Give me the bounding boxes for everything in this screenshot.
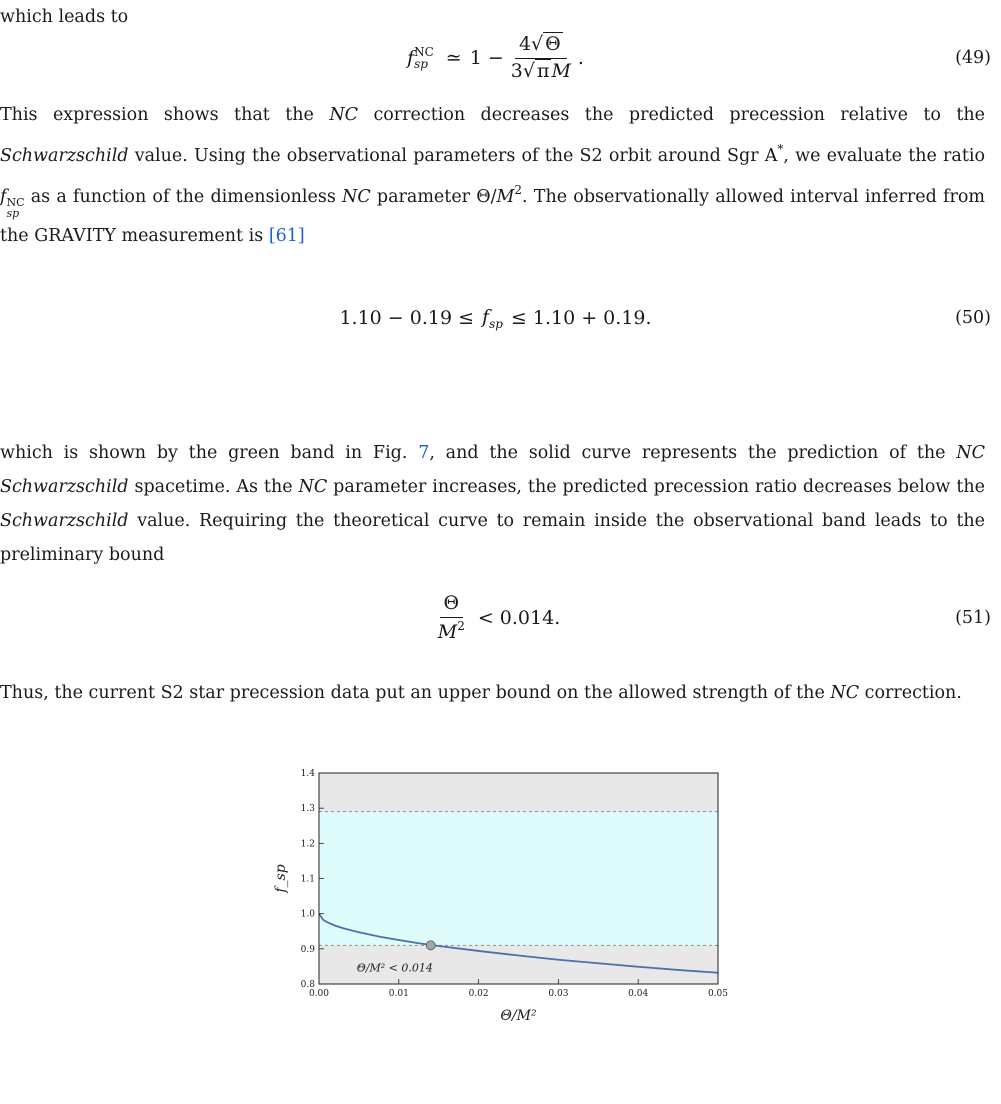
p1-text-e: as a function of the dimensionless bbox=[24, 187, 342, 207]
y-tick-label: 1.2 bbox=[300, 839, 315, 850]
p1-f-sub: sp bbox=[6, 207, 20, 220]
eq49-fraction: $\frac{4√ \Theta}{\text{3√ π M}}$ bbox=[510, 32, 571, 82]
y-tick-label: 0.9 bbox=[300, 944, 315, 955]
p1-star: * bbox=[777, 142, 784, 156]
x-tick-label: 0.05 bbox=[707, 989, 729, 999]
y-axis-label: f_sp bbox=[273, 864, 289, 893]
p2-text-b: , and the solid curve represents the prediction of the bbox=[429, 443, 957, 463]
lead-text: which leads to bbox=[0, 7, 129, 27]
p3-nc: NC bbox=[830, 683, 860, 703]
p2-nc: NC bbox=[298, 477, 328, 497]
eq49-den-coef: 3 bbox=[510, 59, 523, 82]
p1-nc-1: NC bbox=[329, 105, 359, 125]
p3-text-b: correction. bbox=[859, 683, 962, 703]
eq49-den-rad: π bbox=[536, 59, 550, 82]
p1-schwarzschild: Schwarzschild bbox=[0, 146, 129, 166]
p2-text-a: which is shown by the green band in Fig. bbox=[0, 443, 419, 463]
p1-text-c: value. Using the observational parameters of the S2 orbit around Sgr A bbox=[128, 146, 778, 166]
x-tick-label: 0.04 bbox=[628, 989, 649, 999]
bound-annotation: Θ/M² < 0.014 bbox=[356, 961, 433, 975]
p1-text-f: parameter Θ/ bbox=[370, 187, 497, 207]
eq50-sub: sp bbox=[489, 316, 503, 331]
eq49-num-coef: 4 bbox=[518, 32, 532, 55]
p1-m: M bbox=[496, 187, 515, 207]
allowed-band bbox=[319, 812, 718, 946]
x-tick-label: 0.01 bbox=[388, 989, 409, 999]
y-tick-label: 1.3 bbox=[300, 804, 315, 815]
p1-nc-2: NC bbox=[342, 187, 371, 207]
eq49-num-rad: Θ bbox=[545, 32, 561, 55]
eq50-number: (50) bbox=[955, 308, 991, 328]
eq51-den-sup: 2 bbox=[457, 618, 465, 633]
eq49-number: (49) bbox=[955, 48, 991, 68]
eq49-one: 1 − bbox=[469, 47, 504, 69]
eq49-den-m: M bbox=[551, 59, 571, 82]
bound-marker bbox=[426, 941, 435, 950]
eq49-end: . bbox=[577, 47, 584, 69]
eq50-right: ≤ 1.10 + 0.19. bbox=[510, 307, 652, 329]
figure-7 bbox=[0, 754, 1001, 1100]
y-tick-label: 1.1 bbox=[300, 874, 315, 885]
figure-7-link[interactable]: 7 bbox=[418, 443, 430, 463]
p1-text-g: . The observationally allowed interval inferred from the GRAVITY measurement is bbox=[0, 187, 985, 246]
precession-chart bbox=[0, 754, 1001, 1100]
eq51-den-m: M bbox=[437, 620, 458, 643]
p2-text-d: parameter increases, the predicted precession ratio decreases below the bbox=[327, 477, 985, 497]
eq50-left: 1.10 − 0.19 ≤ bbox=[339, 307, 475, 329]
paragraph-3 bbox=[0, 676, 985, 710]
x-tick-label: 0.03 bbox=[548, 989, 569, 999]
eq51-number: (51) bbox=[955, 608, 991, 628]
paragraph-2 bbox=[0, 436, 985, 572]
eq51-num: Θ bbox=[440, 593, 464, 618]
eq49-relation: ≃ bbox=[445, 47, 462, 69]
eq49-lhs-sub: sp bbox=[414, 57, 428, 71]
y-tick-label: 1.4 bbox=[300, 769, 315, 779]
p2-schwarzschild: Schwarzschild bbox=[0, 511, 129, 531]
p1-f-sup: NC bbox=[6, 196, 25, 209]
p2-text-c: spacetime. As the bbox=[128, 477, 299, 497]
eq50-f: f bbox=[482, 305, 490, 328]
p1-f-symbol: f bbox=[0, 187, 7, 207]
p2-text-e: value. Requiring the theoretical curve to remain inside the observational band leads to the preliminary bound bbox=[0, 511, 985, 565]
y-tick-label: 0.8 bbox=[300, 980, 315, 990]
x-axis-label: Θ/M² bbox=[500, 1008, 537, 1024]
paragraph-1 bbox=[0, 98, 985, 253]
x-tick-label: 0.02 bbox=[468, 989, 489, 999]
p1-sq: 2 bbox=[514, 183, 523, 197]
p3-text-a: Thus, the current S2 star precession data put an upper bound on the allowed strength of the bbox=[0, 683, 831, 703]
eq51-rhs: < 0.014. bbox=[477, 607, 561, 629]
p1-text-d: , we evaluate the ratio bbox=[783, 146, 985, 166]
eq51-fraction bbox=[434, 593, 469, 644]
equation-49 bbox=[0, 28, 991, 88]
equation-50 bbox=[0, 296, 991, 340]
p1-text-b: correction decreases the predicted precession relative to the bbox=[358, 105, 986, 125]
x-tick-label: 0.00 bbox=[308, 989, 330, 999]
p2-nc-schwarzschild: NC Schwarzschild bbox=[0, 443, 985, 497]
eq49-lhs-f: f bbox=[407, 47, 415, 69]
citation-61-link[interactable]: [61] bbox=[268, 226, 305, 246]
eq49-lhs-sup: NC bbox=[414, 45, 434, 59]
p1-text-a: This expression shows that the bbox=[0, 105, 330, 125]
equation-51 bbox=[0, 588, 991, 648]
y-tick-label: 1.0 bbox=[300, 909, 315, 920]
